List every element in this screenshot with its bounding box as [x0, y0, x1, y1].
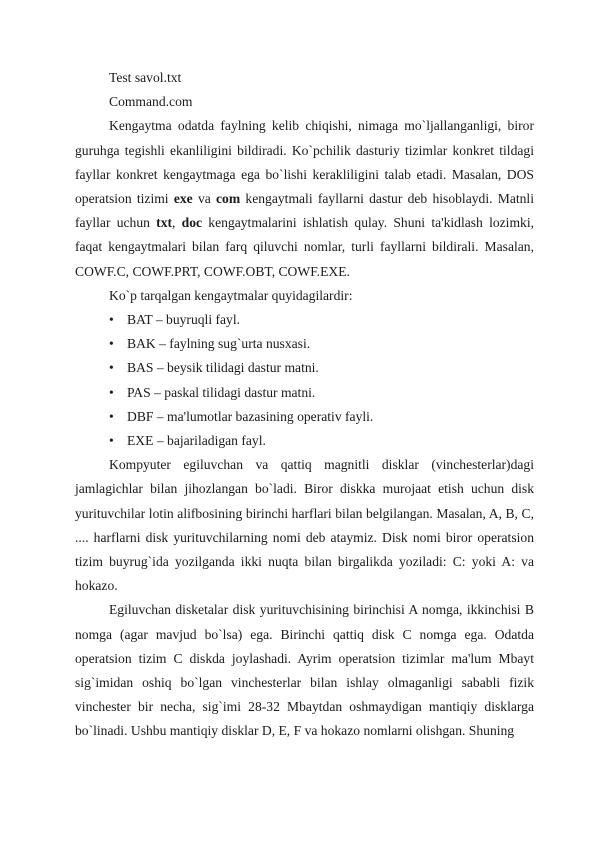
extensions-list: [75, 308, 534, 453]
bullet-icon: •: [109, 336, 114, 352]
bold-txt: txt: [156, 215, 173, 231]
list-item: [109, 381, 534, 405]
list-item: [109, 429, 534, 453]
bullet-icon: •: [109, 312, 114, 328]
list-item: [109, 308, 534, 332]
list-intro: Ko`p tarqalgan kengaytmalar quyidagilardir:: [109, 287, 353, 303]
list-item: [109, 356, 534, 380]
paragraph-drive-letters: Egiluvchan disketalar disk yurituvchisining birinchisi A nomga, ikkinchisi B nomga (agar mavjud bo`lsa) ega. Birinchi qattiq disk C nomga ega. Odatda operatsion tizim C diskda joylashadi. Ayrim operatsion tizimlar ma'lum Mbayt sig`imidan oshiq bo`lgan vinchesterlar bilan ishlay olmaganligi sababli fizik vinchester bir necha, sig`imi 28-32 Mbaytdan oshmaydigan mantiqiy disklarga bo`linadi. Ushbu mantiqiy disklar D, E, F va hokazo nomlarni olishgan. Shuning: [75, 602, 534, 739]
bold-com: com: [216, 191, 241, 207]
list-item: [109, 332, 534, 356]
bullet-icon: •: [109, 433, 114, 449]
paragraph-extensions: [75, 114, 534, 283]
bullet-icon: •: [109, 408, 114, 424]
filename-line-1: Test savol.txt: [109, 70, 182, 85]
list-item: [109, 405, 534, 429]
p1-text-f: kengaytmalarini ishlatish qulay. Shuni ta'kidlash lozimki, faqat kengaytmalari bilan farq qiluvchi nomlar, turli fayllarni bildirali. Masalan, COWF.C, COWF.PRT, COWF.OBT, COWF.EXE.: [75, 215, 535, 279]
paragraph-disks: Kompyuter egiluvchan va qattiq magnitli disklar (vinchesterlar)dagi jamlagichlar bilan jihozlangan bo`ladi. Biror diskka murojaat etish uchun disk yurituvchilar lotin alifbosining birinchi harflari bilan belgilangan. Masalan, A, B, C, .... harflarni disk yurituvchilarning nomi deb ataymiz. Disk nomi biror operatsion tizim buyrug`ida yozilganda ikki nuqta bilan birgalikda yoziladi: C: yoki A: va hokazo.: [75, 457, 534, 594]
p1-text-a: Kengaytma odatda faylning kelib chiqishi, nimaga mo`ljallanganligi, biror guruhga tegishli ekanliligini bildiradi. Ko`pchilik dasturiy tizimlar konkret tildagi fayllar konkret kengaytmaga ega bo`lishi kerakliligini talab etadi. Masalan, DOS operatsion tizimi: [75, 118, 534, 207]
list-item-text: BAK – faylning sug`urta nusxasi.: [127, 336, 311, 352]
bold-exe: exe: [173, 191, 193, 207]
bullet-icon: •: [109, 360, 114, 376]
p1-text-c: va: [192, 191, 217, 207]
list-item-text: PAS – paskal tilidagi dastur matni.: [127, 384, 316, 400]
p1-text-e: ,: [172, 215, 182, 231]
list-item-text: BAT – buyruqli fayl.: [127, 312, 241, 328]
list-item-text: DBF – ma'lumotlar bazasining operativ fayli.: [127, 408, 374, 424]
bold-doc: doc: [181, 215, 203, 231]
list-item-text: EXE – bajariladigan fayl.: [127, 433, 266, 449]
filename-line-2: Command.com: [109, 94, 193, 110]
bullet-icon: •: [109, 384, 114, 400]
p1-text-d: kengaytmali fayllarni dastur deb hisoblaydi. Matnli fayllar uchun: [75, 191, 534, 231]
list-item-text: BAS – beysik tilidagi dastur matni.: [127, 360, 319, 376]
